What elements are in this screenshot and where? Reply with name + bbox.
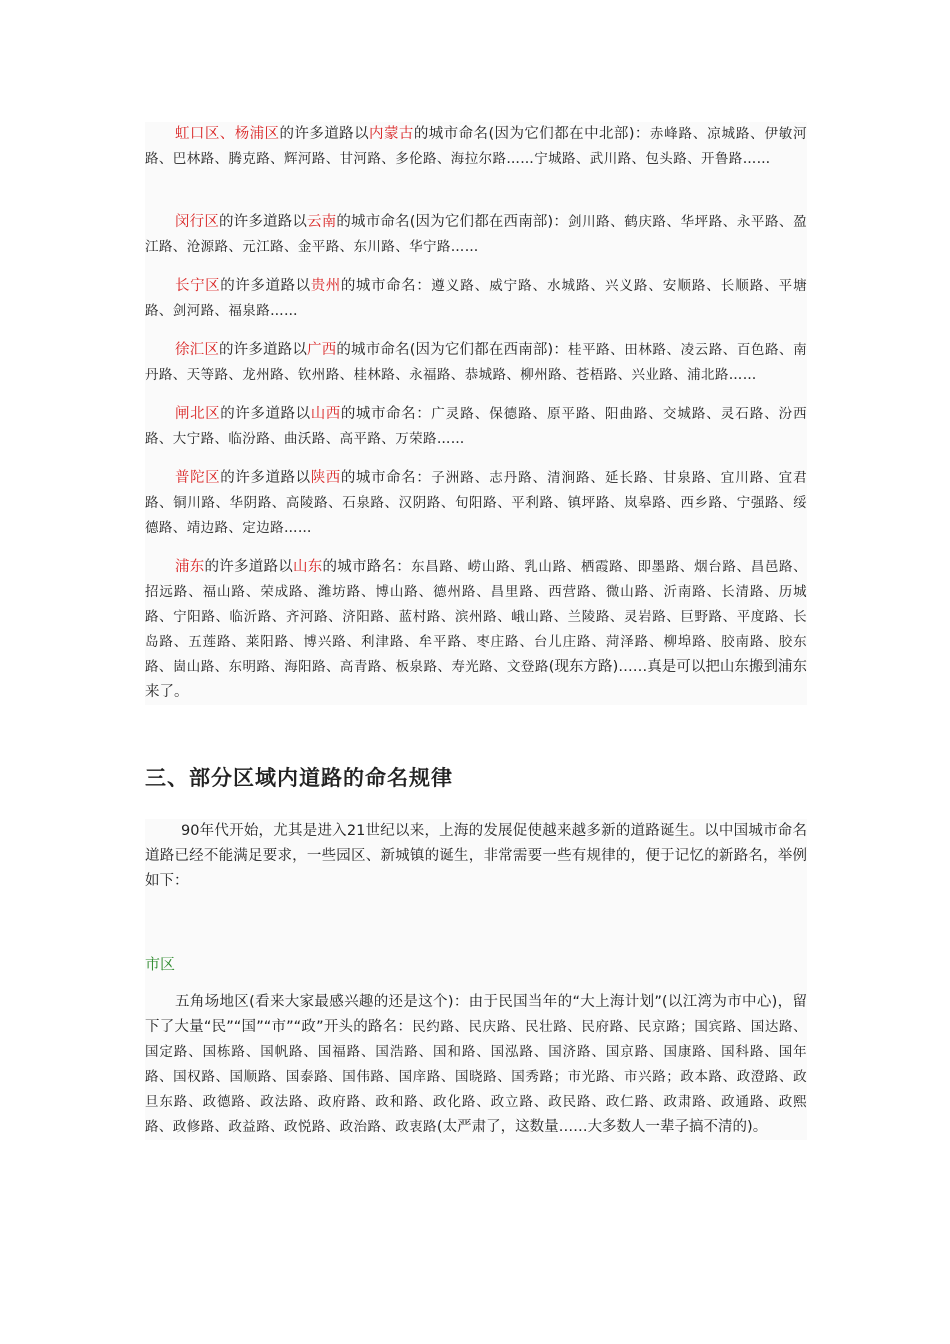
text: 的城市命名(因为它们都在西南部)： bbox=[336, 214, 569, 230]
text: (现东方路)……真是可以把山东搬到浦东来了。 bbox=[145, 659, 807, 700]
subsection-title: 市区 bbox=[145, 955, 176, 973]
text: 的许多道路以 bbox=[279, 126, 370, 142]
paragraph-minhang bbox=[145, 210, 807, 260]
road-list: 遵义路、威宁路、水城路、兴义路、安顺路、长顺路、平塘路、剑河路、福泉路…… bbox=[145, 278, 808, 319]
text: 的许多道路以 bbox=[220, 278, 311, 294]
text: 的城市命名(因为它们都在西南部)： bbox=[336, 342, 569, 358]
province-name: 山西 bbox=[310, 406, 341, 422]
paragraph-xuhui bbox=[145, 338, 807, 388]
text: 的许多道路以 bbox=[204, 559, 294, 575]
road-list: 民约路、民庆路、民壮路、民府路、民京路；国宾路、国达路、国定路、国栋路、国帆路、国福路、国浩路、国和路、国泓路、国济路、国京路、国康路、国科路、国年路、国权路、国顺路、国泰路、国伟路、国庠路、国晓路、国秀路；市光路、市兴路；政本路、政澄路、政旦东路、政德路、政法路、政府路、政和路、政化路、政立路、政民路、政仁路、政肃路、政通路、政熙路、政修路、政益路、政悦路、政治路、政衷路 bbox=[145, 1019, 807, 1135]
paragraph-wujiaochang bbox=[145, 990, 807, 1140]
district-name: 闸北区 bbox=[175, 406, 221, 422]
text: 的城市命名： bbox=[340, 406, 432, 422]
paragraph-zhabei bbox=[145, 402, 807, 452]
province-name: 广西 bbox=[307, 342, 337, 358]
text: 的许多道路以 bbox=[220, 470, 311, 486]
paragraph-changning bbox=[145, 274, 807, 324]
road-list: 广灵路、保德路、原平路、阳曲路、交城路、灵石路、汾西路、大宁路、临汾路、曲沃路、高平路、万荣路…… bbox=[145, 406, 808, 447]
text: (太严肃了，这数量……大多数人一辈子搞不清的)。 bbox=[436, 1119, 768, 1135]
district-name: 虹口区、杨浦区 bbox=[175, 126, 280, 142]
text: 的城市路名： bbox=[322, 559, 412, 575]
text: 的城市命名： bbox=[340, 278, 432, 294]
province-name: 云南 bbox=[307, 214, 337, 230]
district-name: 闵行区 bbox=[175, 214, 220, 230]
road-list: 子洲路、志丹路、清涧路、延长路、甘泉路、宜川路、宜君路、铜川路、华阴路、高陵路、石泉路、汉阴路、旬阳路、平利路、镇坪路、岚皋路、西乡路、宁强路、绥德路、靖边路、定边路…… bbox=[145, 470, 808, 536]
text: 的许多道路以 bbox=[219, 342, 308, 358]
section-heading: 三、部分区域内道路的命名规律 bbox=[145, 766, 453, 790]
road-list: 赤峰路、凉城路、伊敏河路、巴林路、腾克路、辉河路、甘河路、多伦路、海拉尔路……宁城路、武川路、包头路、开鲁路…… bbox=[145, 126, 808, 167]
district-name: 浦东 bbox=[175, 559, 205, 575]
road-list: 桂平路、田林路、凌云路、百色路、南丹路、天等路、龙州路、钦州路、桂林路、永福路、恭城路、柳州路、苍梧路、兴业路、浦北路…… bbox=[145, 342, 808, 383]
road-list: 剑川路、鹤庆路、华坪路、永平路、盈江路、沧源路、元江路、金平路、东川路、华宁路…… bbox=[145, 214, 808, 255]
district-name: 普陀区 bbox=[175, 470, 221, 486]
text: 五角场地区(看来大家最感兴趣的还是这个)：由于民国当年的“大上海计划”(以江湾为市中心)，留下了大量“民”“国”“市”“政”开头的路名： bbox=[145, 994, 807, 1035]
road-list: 东昌路、崂山路、乳山路、栖霞路、即墨路、烟台路、昌邑路、招远路、福山路、荣成路、潍坊路、博山路、德州路、昌里路、西营路、微山路、沂南路、长清路、历城路、宁阳路、临沂路、齐河路、济阳路、蓝村路、滨州路、峨山路、兰陵路、灵岩路、巨野路、平度路、长岛路、五莲路、莱阳路、博兴路、利津路、牟平路、枣庄路、台儿庄路、菏泽路、柳埠路、胶南路、胶东路、崮山路、东明路、海阳路、高青路、板泉路、寿光路、文登路 bbox=[145, 559, 808, 675]
text: 的城市命名： bbox=[340, 470, 432, 486]
district-paragraphs bbox=[145, 122, 807, 705]
paragraph-hongkou bbox=[145, 122, 807, 172]
text: 的许多道路以 bbox=[220, 406, 311, 422]
province-name: 贵州 bbox=[310, 278, 341, 294]
text: 的许多道路以 bbox=[219, 214, 308, 230]
intro-paragraph: 90年代开始，尤其是进入21世纪以来，上海的发展促使越来越多新的道路诞生。以中国城市命名道路已经不能满足要求，一些园区、新城镇的诞生，非常需要一些有规律的，便于记忆的新路名，举例如下： bbox=[145, 823, 807, 889]
province-name: 内蒙古 bbox=[369, 126, 414, 142]
province-name: 山东 bbox=[293, 559, 323, 575]
province-name: 陕西 bbox=[310, 470, 341, 486]
paragraph-pudong bbox=[145, 555, 807, 705]
section-body bbox=[145, 819, 807, 1140]
paragraph-putuo bbox=[145, 466, 807, 541]
document-page bbox=[145, 122, 807, 1140]
district-name: 徐汇区 bbox=[175, 342, 220, 358]
text: 的城市命名(因为它们都在中北部)： bbox=[413, 126, 650, 142]
district-name: 长宁区 bbox=[175, 278, 221, 294]
